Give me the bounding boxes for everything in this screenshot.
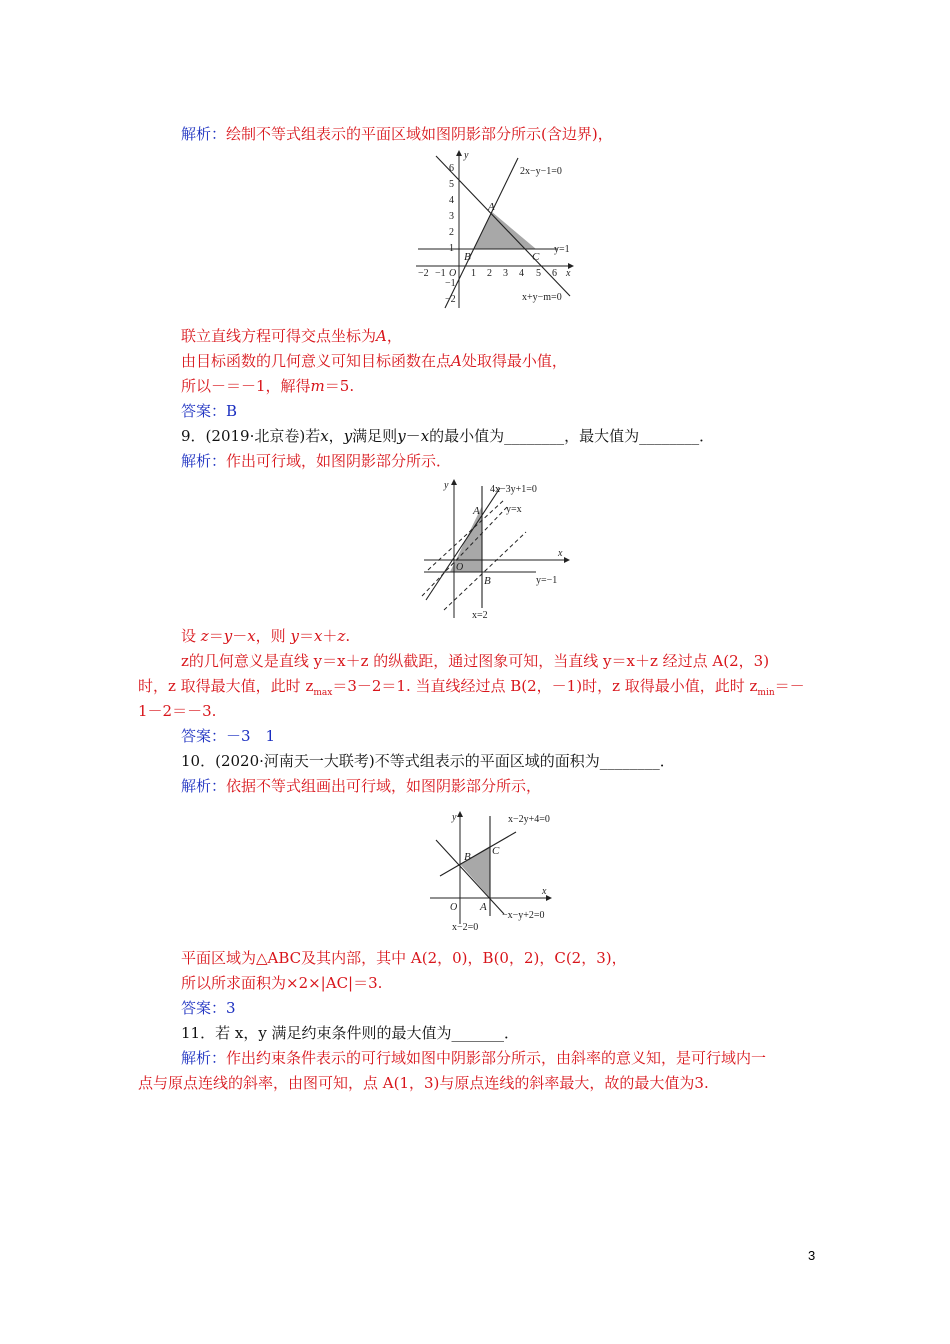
figure-2 (418, 476, 580, 622)
point-A: A (488, 201, 495, 213)
analysis-text: 绘制不等式组表示的平面区域如图阴影部分所示(含边界)， (226, 125, 613, 143)
p8-line2: 由目标函数的几何意义可知目标函数在点A处取得最小值， (181, 352, 567, 370)
q11-stem: 11．若 x，y 满足约束条件则的最大值为_______． (181, 1024, 520, 1042)
label-y-minus-1: y=−1 (536, 575, 558, 586)
q10-answer (181, 998, 236, 1018)
origin-label: O (456, 562, 464, 573)
x-tick: 1 (471, 268, 476, 279)
analysis-label: 解析： (181, 1049, 227, 1067)
analysis-label: 解析： (181, 452, 227, 470)
x-tick: −1 (435, 268, 446, 279)
y-axis-arrow (451, 479, 457, 485)
figure-1-svg (408, 148, 588, 316)
point-A: A (480, 901, 487, 913)
answer-value: B (226, 402, 238, 420)
analysis-text: 作出约束条件表示的可行域如图中阴影部分所示，由斜率的意义知，是可行域内一 (226, 1049, 767, 1067)
q10-line2: 所以所求面积为×2×|AC|＝3. (181, 974, 383, 992)
label-x-2: x−2=0 (452, 922, 479, 933)
axis-x-label: x (566, 268, 571, 279)
q9-line3: 时，z 取得最大值，此时 $z_{max}=3-2=1$. 当直线经过点 B(2，－1)时，z 取得最小值，此时 $z_{min}=-$ (138, 677, 805, 698)
point-C: C (532, 251, 540, 263)
axis-y-label: y (452, 812, 457, 823)
origin-label: O (450, 902, 458, 913)
figure-2-svg (418, 476, 580, 622)
point-C: C (492, 845, 500, 857)
p8-analysis (181, 124, 613, 144)
y-axis-arrow (456, 150, 462, 156)
q11-analysis (181, 1048, 766, 1068)
axis-x-label: x (558, 548, 563, 559)
y-axis-arrow (457, 811, 463, 817)
y-tick: 2 (449, 227, 454, 238)
figure-3 (424, 806, 574, 938)
analysis-text: 依据不等式组画出可行域，如图阴影部分所示， (226, 777, 542, 795)
p8-answer (181, 401, 237, 421)
label-x-2y-4: x−2y+4=0 (508, 814, 550, 825)
point-A: A (473, 505, 480, 517)
y-tick: 4 (449, 195, 454, 206)
answer-value: －3 1 (226, 727, 276, 745)
y-tick: −2 (445, 294, 456, 305)
axis-y-label: y (464, 150, 469, 161)
label-4x-3y-1: 4x−3y+1=0 (490, 484, 537, 495)
x-tick: 6 (552, 268, 557, 279)
q10-analysis (181, 776, 541, 796)
point-B: B (464, 251, 471, 263)
x-axis-arrow (564, 557, 570, 563)
axis-x-label: x (542, 886, 547, 897)
x-tick: 4 (519, 268, 524, 279)
q10-line1: 平面区域为△ABC及其内部，其中 A(2，0)，B(0，2)，C(2，3)， (181, 949, 627, 967)
p8-line1: 联立直线方程可得交点坐标为A， (181, 327, 402, 345)
answer-label: 答案： (181, 402, 227, 420)
figure-1 (408, 148, 588, 316)
label-y-x: y=x (506, 504, 522, 515)
analysis-text: 作出可行域，如图阴影部分所示． (226, 452, 452, 470)
analysis-label: 解析： (181, 777, 227, 795)
figure-3-svg (424, 806, 574, 938)
axis-y-label: y (444, 480, 449, 491)
q9-stem: 9．(2019·北京卷)若x，y满足则y－x的最小值为________，最大值为________． (181, 427, 715, 445)
origin-label: O (449, 268, 457, 279)
point-B: B (464, 851, 471, 863)
x-axis-arrow (546, 895, 552, 901)
q9-line4: 1－2＝－3. (138, 702, 217, 720)
answer-label: 答案： (181, 727, 227, 745)
q9-analysis (181, 451, 451, 471)
point-B: B (484, 575, 491, 587)
q9-line2: z的几何意义是直线 y＝x＋z 的纵截距，通过图象可知，当直线 y＝x＋z 经过点 A(2，3) (181, 652, 770, 670)
x-tick: 3 (503, 268, 508, 279)
y-tick: 5 (449, 179, 454, 190)
y-tick: −1 (445, 278, 456, 289)
p8-line3: 所以－＝－1，解得m＝5. (181, 377, 355, 395)
analysis-label: 解析： (181, 125, 227, 143)
q11-line2: 点与原点连线的斜率，由图可知，点 A(1，3)与原点连线的斜率最大，故的最大值为3. (138, 1074, 709, 1092)
label-2x-y-1: 2x−y−1=0 (520, 166, 562, 177)
label-neg-x-y-2: −x−y+2=0 (502, 910, 545, 921)
x-tick: 2 (487, 268, 492, 279)
q9-answer (181, 726, 275, 746)
answer-label: 答案： (181, 999, 227, 1017)
page-number: 3 (808, 1248, 816, 1263)
q9-line1: 设 z＝y－x，则 y＝x＋z. (181, 627, 351, 645)
label-x-2: x=2 (472, 610, 488, 621)
y-tick: 1 (449, 243, 454, 254)
label-y-1: y=1 (554, 244, 570, 255)
y-tick: 3 (449, 211, 454, 222)
label-x-y-m: x+y−m=0 (522, 292, 562, 303)
x-tick: −2 (418, 268, 429, 279)
y-tick: 6 (449, 163, 454, 174)
q10-stem: 10．(2020·河南天一大联考)不等式组表示的平面区域的面积为________． (181, 752, 675, 770)
answer-value: 3 (226, 999, 236, 1017)
x-tick: 5 (536, 268, 541, 279)
